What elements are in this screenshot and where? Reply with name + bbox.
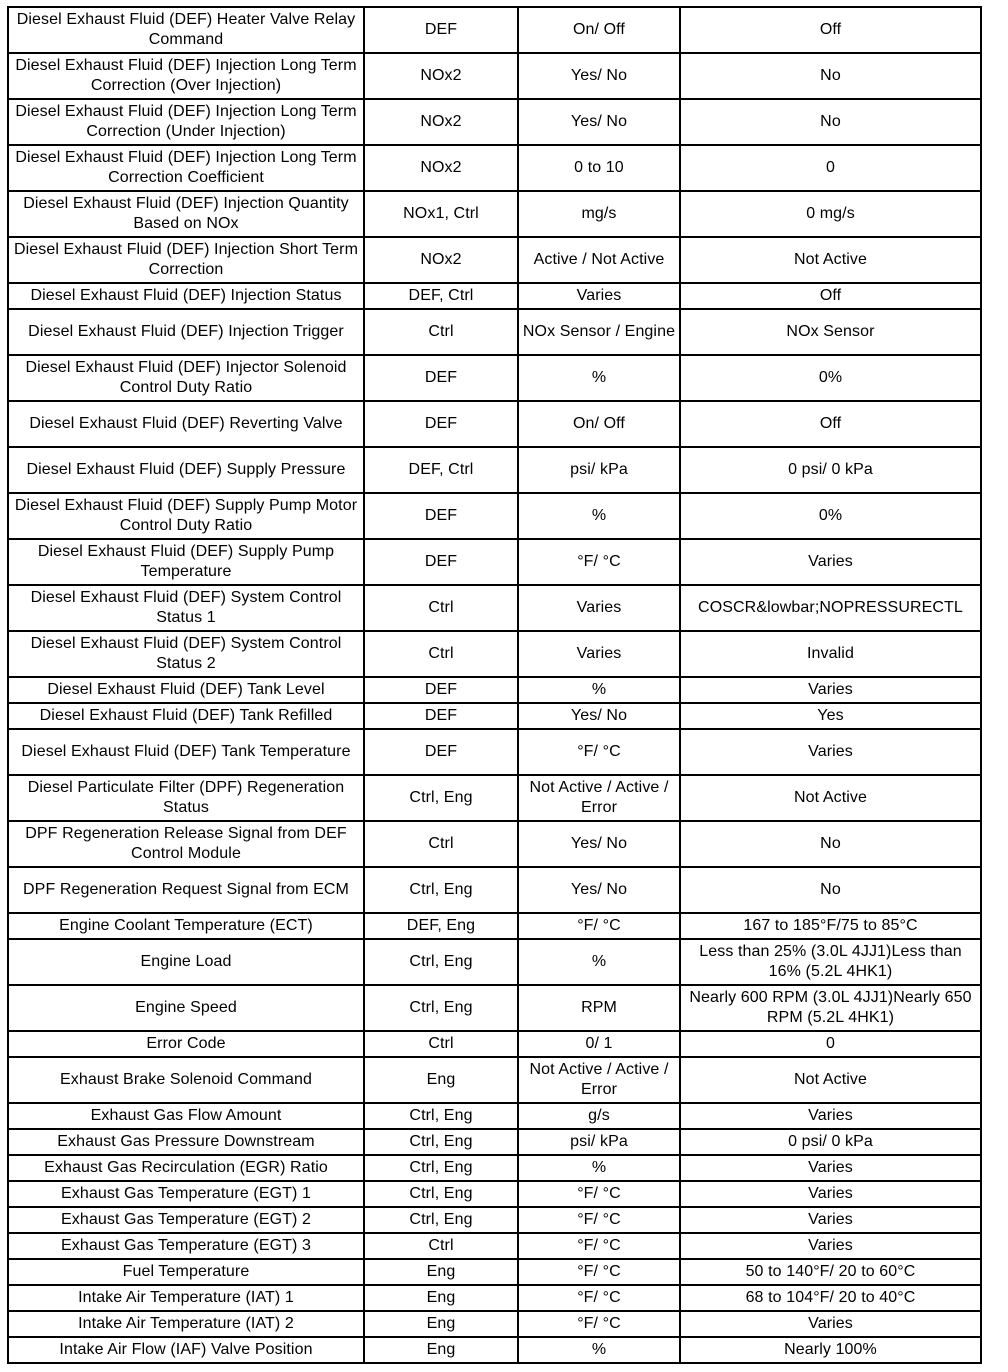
- module-cell: Ctrl, Eng: [364, 985, 518, 1031]
- units-cell: %: [518, 939, 680, 985]
- parameter-name-cell: Diesel Exhaust Fluid (DEF) Injection Trigger: [8, 309, 364, 355]
- table-row: [8, 1031, 981, 1057]
- parameter-name-cell: Fuel Temperature: [8, 1259, 364, 1285]
- module-cell: Ctrl: [364, 1031, 518, 1057]
- module-cell: Ctrl, Eng: [364, 1207, 518, 1233]
- units-cell: mg/s: [518, 191, 680, 237]
- module-cell: Ctrl, Eng: [364, 1103, 518, 1129]
- module-cell: Ctrl, Eng: [364, 775, 518, 821]
- table-row: [8, 1103, 981, 1129]
- units-cell: °F/ °C: [518, 1259, 680, 1285]
- parameter-name-cell: Engine Coolant Temperature (ECT): [8, 913, 364, 939]
- module-cell: Ctrl: [364, 1233, 518, 1259]
- typical-value-cell: 0%: [680, 355, 981, 401]
- parameter-name-cell: Exhaust Brake Solenoid Command: [8, 1057, 364, 1103]
- typical-value-cell: 0: [680, 1031, 981, 1057]
- table-row: [8, 53, 981, 99]
- parameter-name-cell: Engine Load: [8, 939, 364, 985]
- table-row: [8, 355, 981, 401]
- parameter-name-cell: Diesel Exhaust Fluid (DEF) Tank Refilled: [8, 703, 364, 729]
- module-cell: DEF: [364, 401, 518, 447]
- units-cell: On/ Off: [518, 401, 680, 447]
- module-cell: Eng: [364, 1337, 518, 1363]
- module-cell: DEF, Ctrl: [364, 447, 518, 493]
- units-cell: Yes/ No: [518, 53, 680, 99]
- parameter-name-cell: DPF Regeneration Request Signal from ECM: [8, 867, 364, 913]
- table-row: [8, 1311, 981, 1337]
- typical-value-cell: Invalid: [680, 631, 981, 677]
- typical-value-cell: Varies: [680, 1233, 981, 1259]
- table-row: [8, 493, 981, 539]
- typical-value-cell: Varies: [680, 1103, 981, 1129]
- table-row: [8, 729, 981, 775]
- table-row: [8, 401, 981, 447]
- parameter-name-cell: Diesel Exhaust Fluid (DEF) Tank Level: [8, 677, 364, 703]
- units-cell: %: [518, 1337, 680, 1363]
- module-cell: Ctrl, Eng: [364, 1181, 518, 1207]
- module-cell: NOx2: [364, 53, 518, 99]
- units-cell: NOx Sensor / Engine: [518, 309, 680, 355]
- parameter-name-cell: Diesel Exhaust Fluid (DEF) Reverting Valve: [8, 401, 364, 447]
- table-row: [8, 1259, 981, 1285]
- units-cell: Yes/ No: [518, 703, 680, 729]
- table-row: [8, 677, 981, 703]
- units-cell: 0/ 1: [518, 1031, 680, 1057]
- units-cell: Varies: [518, 631, 680, 677]
- module-cell: DEF, Eng: [364, 913, 518, 939]
- module-cell: Ctrl, Eng: [364, 867, 518, 913]
- typical-value-cell: Not Active: [680, 1057, 981, 1103]
- parameter-name-cell: Diesel Exhaust Fluid (DEF) Supply Pump Motor Control Duty Ratio: [8, 493, 364, 539]
- typical-value-cell: Not Active: [680, 775, 981, 821]
- units-cell: °F/ °C: [518, 1311, 680, 1337]
- parameter-name-cell: Intake Air Temperature (IAT) 1: [8, 1285, 364, 1311]
- module-cell: Eng: [364, 1285, 518, 1311]
- table-row: [8, 1233, 981, 1259]
- table-row: [8, 1207, 981, 1233]
- parameter-name-cell: Exhaust Gas Temperature (EGT) 2: [8, 1207, 364, 1233]
- units-cell: °F/ °C: [518, 1181, 680, 1207]
- parameter-name-cell: Diesel Exhaust Fluid (DEF) Injector Solenoid Control Duty Ratio: [8, 355, 364, 401]
- typical-value-cell: Off: [680, 7, 981, 53]
- units-cell: %: [518, 355, 680, 401]
- units-cell: 0 to 10: [518, 145, 680, 191]
- table-row: [8, 585, 981, 631]
- module-cell: Ctrl: [364, 309, 518, 355]
- units-cell: On/ Off: [518, 7, 680, 53]
- table-row: [8, 237, 981, 283]
- typical-value-cell: Varies: [680, 1311, 981, 1337]
- table-row: [8, 631, 981, 677]
- typical-value-cell: Nearly 600 RPM (3.0L 4JJ1)Nearly 650 RPM (5.2L 4HK1): [680, 985, 981, 1031]
- table-row: [8, 309, 981, 355]
- parameter-name-cell: Diesel Exhaust Fluid (DEF) Heater Valve Relay Command: [8, 7, 364, 53]
- units-cell: %: [518, 493, 680, 539]
- typical-value-cell: Varies: [680, 539, 981, 585]
- table-row: [8, 99, 981, 145]
- table-row: [8, 1285, 981, 1311]
- module-cell: DEF, Ctrl: [364, 283, 518, 309]
- module-cell: NOx2: [364, 145, 518, 191]
- module-cell: DEF: [364, 7, 518, 53]
- parameter-name-cell: Diesel Exhaust Fluid (DEF) Injection Long Term Correction Coefficient: [8, 145, 364, 191]
- module-cell: DEF: [364, 677, 518, 703]
- parameter-name-cell: Engine Speed: [8, 985, 364, 1031]
- typical-value-cell: Varies: [680, 1207, 981, 1233]
- table-row: [8, 1057, 981, 1103]
- units-cell: °F/ °C: [518, 539, 680, 585]
- parameter-table-body: [8, 7, 981, 1363]
- typical-value-cell: 0 psi/ 0 kPa: [680, 1129, 981, 1155]
- parameter-name-cell: Intake Air Temperature (IAT) 2: [8, 1311, 364, 1337]
- table-row: [8, 1155, 981, 1181]
- typical-value-cell: No: [680, 867, 981, 913]
- table-row: [8, 539, 981, 585]
- module-cell: DEF: [364, 493, 518, 539]
- typical-value-cell: 0 mg/s: [680, 191, 981, 237]
- parameter-name-cell: Diesel Exhaust Fluid (DEF) System Control Status 2: [8, 631, 364, 677]
- table-row: [8, 191, 981, 237]
- units-cell: °F/ °C: [518, 1207, 680, 1233]
- table-row: [8, 145, 981, 191]
- typical-value-cell: 68 to 104°F/ 20 to 40°C: [680, 1285, 981, 1311]
- typical-value-cell: No: [680, 99, 981, 145]
- typical-value-cell: No: [680, 821, 981, 867]
- table-row: [8, 1129, 981, 1155]
- table-row: [8, 867, 981, 913]
- units-cell: %: [518, 677, 680, 703]
- units-cell: %: [518, 1155, 680, 1181]
- typical-value-cell: NOx Sensor: [680, 309, 981, 355]
- module-cell: NOx2: [364, 99, 518, 145]
- table-row: [8, 703, 981, 729]
- units-cell: psi/ kPa: [518, 447, 680, 493]
- parameter-name-cell: Diesel Exhaust Fluid (DEF) Supply Pressure: [8, 447, 364, 493]
- module-cell: Ctrl: [364, 821, 518, 867]
- table-row: [8, 1181, 981, 1207]
- units-cell: Not Active / Active / Error: [518, 775, 680, 821]
- parameter-name-cell: Diesel Exhaust Fluid (DEF) Injection Status: [8, 283, 364, 309]
- parameter-name-cell: Error Code: [8, 1031, 364, 1057]
- module-cell: Ctrl, Eng: [364, 939, 518, 985]
- typical-value-cell: Varies: [680, 677, 981, 703]
- typical-value-cell: 0%: [680, 493, 981, 539]
- table-row: [8, 775, 981, 821]
- parameter-name-cell: Diesel Exhaust Fluid (DEF) System Control Status 1: [8, 585, 364, 631]
- table-row: [8, 1337, 981, 1363]
- table-row: [8, 939, 981, 985]
- module-cell: DEF: [364, 539, 518, 585]
- parameter-name-cell: Diesel Exhaust Fluid (DEF) Injection Long Term Correction (Over Injection): [8, 53, 364, 99]
- units-cell: Varies: [518, 585, 680, 631]
- units-cell: Varies: [518, 283, 680, 309]
- parameter-name-cell: Exhaust Gas Pressure Downstream: [8, 1129, 364, 1155]
- typical-value-cell: 167 to 185°F/75 to 85°C: [680, 913, 981, 939]
- table-row: [8, 447, 981, 493]
- units-cell: Not Active / Active / Error: [518, 1057, 680, 1103]
- units-cell: Yes/ No: [518, 99, 680, 145]
- parameter-name-cell: Diesel Exhaust Fluid (DEF) Supply Pump Temperature: [8, 539, 364, 585]
- parameter-name-cell: Diesel Exhaust Fluid (DEF) Injection Long Term Correction (Under Injection): [8, 99, 364, 145]
- table-row: [8, 821, 981, 867]
- units-cell: °F/ °C: [518, 1233, 680, 1259]
- module-cell: Ctrl: [364, 585, 518, 631]
- typical-value-cell: COSCR&lowbar;NOPRESSURECTL: [680, 585, 981, 631]
- module-cell: DEF: [364, 355, 518, 401]
- typical-value-cell: 0 psi/ 0 kPa: [680, 447, 981, 493]
- typical-value-cell: Less than 25% (3.0L 4JJ1)Less than 16% (5.2L 4HK1): [680, 939, 981, 985]
- module-cell: Eng: [364, 1057, 518, 1103]
- module-cell: DEF: [364, 703, 518, 729]
- typical-value-cell: Off: [680, 283, 981, 309]
- typical-value-cell: Varies: [680, 729, 981, 775]
- units-cell: °F/ °C: [518, 729, 680, 775]
- parameter-table: [7, 6, 982, 1364]
- table-row: [8, 985, 981, 1031]
- typical-value-cell: Varies: [680, 1155, 981, 1181]
- units-cell: °F/ °C: [518, 1285, 680, 1311]
- typical-value-cell: Nearly 100%: [680, 1337, 981, 1363]
- parameter-name-cell: Intake Air Flow (IAF) Valve Position: [8, 1337, 364, 1363]
- module-cell: Eng: [364, 1259, 518, 1285]
- table-row: [8, 913, 981, 939]
- module-cell: NOx2: [364, 237, 518, 283]
- module-cell: NOx1, Ctrl: [364, 191, 518, 237]
- module-cell: Ctrl, Eng: [364, 1129, 518, 1155]
- parameter-name-cell: Exhaust Gas Temperature (EGT) 1: [8, 1181, 364, 1207]
- parameter-name-cell: Exhaust Gas Temperature (EGT) 3: [8, 1233, 364, 1259]
- parameter-name-cell: Diesel Particulate Filter (DPF) Regeneration Status: [8, 775, 364, 821]
- typical-value-cell: No: [680, 53, 981, 99]
- table-row: [8, 283, 981, 309]
- parameter-name-cell: Diesel Exhaust Fluid (DEF) Injection Short Term Correction: [8, 237, 364, 283]
- typical-value-cell: 0: [680, 145, 981, 191]
- table-row: [8, 7, 981, 53]
- parameter-name-cell: Diesel Exhaust Fluid (DEF) Injection Quantity Based on NOx: [8, 191, 364, 237]
- module-cell: Eng: [364, 1311, 518, 1337]
- parameter-name-cell: Exhaust Gas Flow Amount: [8, 1103, 364, 1129]
- typical-value-cell: 50 to 140°F/ 20 to 60°C: [680, 1259, 981, 1285]
- units-cell: Yes/ No: [518, 867, 680, 913]
- parameter-name-cell: DPF Regeneration Release Signal from DEF Control Module: [8, 821, 364, 867]
- typical-value-cell: Varies: [680, 1181, 981, 1207]
- module-cell: Ctrl: [364, 631, 518, 677]
- units-cell: g/s: [518, 1103, 680, 1129]
- typical-value-cell: Not Active: [680, 237, 981, 283]
- module-cell: DEF: [364, 729, 518, 775]
- parameter-name-cell: Exhaust Gas Recirculation (EGR) Ratio: [8, 1155, 364, 1181]
- typical-value-cell: Yes: [680, 703, 981, 729]
- units-cell: Active / Not Active: [518, 237, 680, 283]
- parameter-name-cell: Diesel Exhaust Fluid (DEF) Tank Temperature: [8, 729, 364, 775]
- units-cell: Yes/ No: [518, 821, 680, 867]
- typical-value-cell: Off: [680, 401, 981, 447]
- module-cell: Ctrl, Eng: [364, 1155, 518, 1181]
- units-cell: RPM: [518, 985, 680, 1031]
- units-cell: psi/ kPa: [518, 1129, 680, 1155]
- units-cell: °F/ °C: [518, 913, 680, 939]
